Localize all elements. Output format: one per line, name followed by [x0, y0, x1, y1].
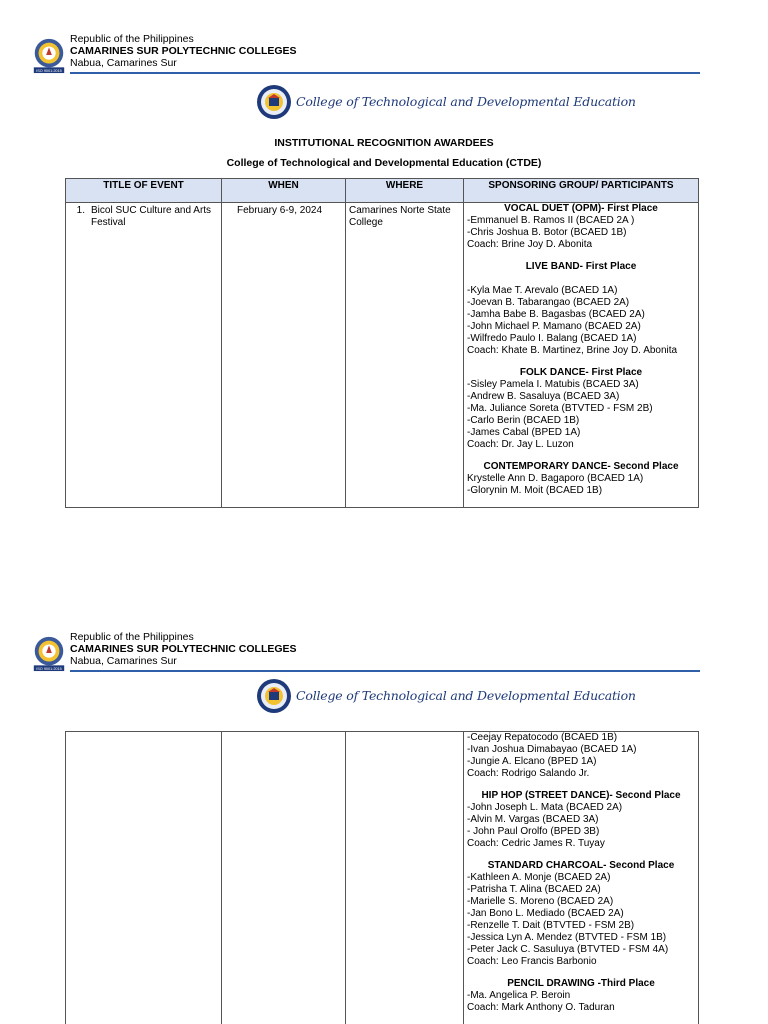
participant-line: -Renzelle T. Dait (BTVTED - FSM 2B): [467, 920, 635, 931]
header-title-of-event: TITLE OF EVENT: [66, 179, 222, 203]
participant-line: Coach: Rodrigo Salando Jr.: [467, 768, 590, 779]
participant-line: -Sisley Pamela I. Matubis (BCAED 3A): [467, 379, 639, 390]
award-group: [467, 732, 695, 780]
college-name: College of Technological and Developmental Education: [296, 94, 636, 109]
iso-badge: ISO 9001:2015: [36, 666, 62, 671]
participant-line: Coach: Leo Francis Barbonio: [467, 956, 597, 967]
college-logo-icon: [256, 84, 292, 120]
event-title: Bicol SUC Culture and Arts Festival: [91, 205, 212, 228]
college-banner: [256, 84, 636, 124]
participant-line: -John Joseph L. Mata (BCAED 2A): [467, 802, 623, 813]
republic-line: Republic of the Philippines: [70, 631, 194, 643]
header-rule: [70, 670, 700, 672]
participant-line: -Jessica Lyn A. Mendez (BTVTED - FSM 1B): [467, 932, 667, 943]
participant-line: -Marielle S. Moreno (BCAED 2A): [467, 896, 614, 907]
participant-line: Krystelle Ann D. Bagaporo (BCAED 1A): [467, 473, 644, 484]
when-cell: [222, 203, 346, 508]
table-row: [66, 732, 699, 1024]
awards-list: [467, 732, 695, 1014]
award-group: [467, 978, 695, 1014]
where-cell: [346, 203, 464, 508]
header-where: WHERE: [346, 179, 464, 203]
event-number: 1.: [76, 205, 85, 216]
institution-location: Nabua, Camarines Sur: [70, 655, 177, 667]
republic-line: Republic of the Philippines: [70, 33, 194, 45]
participant-line: -James Cabal (BPED 1A): [467, 427, 581, 438]
document-title: INSTITUTIONAL RECOGNITION AWARDEES: [274, 137, 494, 149]
header-when: WHEN: [222, 179, 346, 203]
participants-cell: [464, 732, 699, 1024]
participant-line: -Ma. Juliance Soreta (BTVTED - FSM 2B): [467, 403, 653, 414]
iso-badge: ISO 9001:2015: [36, 68, 62, 73]
participant-line: -Jamha Babe B. Bagasbas (BCAED 2A): [467, 309, 645, 320]
document-page-2: [0, 620, 768, 1024]
award-heading: LIVE BAND- First Place: [525, 261, 637, 272]
institution-seal-icon: [30, 36, 68, 74]
participant-line: -Ivan Joshua Dimabayao (BCAED 1A): [467, 744, 637, 755]
participant-line: Coach: Khate B. Martinez, Brine Joy D. Abonita: [467, 345, 678, 356]
header-participants: SPONSORING GROUP/ PARTICIPANTS: [464, 179, 699, 203]
participant-line: Coach: Brine Joy D. Abonita: [467, 239, 593, 250]
participant-line: -Emmanuel B. Ramos II (BCAED 2A ): [467, 215, 635, 226]
event-cell: [66, 203, 222, 508]
award-group: [467, 461, 695, 497]
participant-line: -Carlo Berin (BCAED 1B): [467, 415, 580, 426]
participant-line: -Jan Bono L. Mediado (BCAED 2A): [467, 908, 624, 919]
award-heading: PENCIL DRAWING -Third Place: [507, 978, 655, 989]
award-heading: CONTEMPORARY DANCE- Second Place: [483, 461, 679, 472]
participant-line: -Chris Joshua B. Botor (BCAED 1B): [467, 227, 627, 238]
awards-list: [467, 203, 695, 497]
event-cell: [66, 732, 222, 1024]
institution-name: CAMARINES SUR POLYTECHNIC COLLEGES: [70, 643, 297, 655]
institution-location: Nabua, Camarines Sur: [70, 57, 177, 69]
table-header-row: [66, 179, 699, 203]
participant-line: Coach: Dr. Jay L. Luzon: [467, 439, 574, 450]
institution-name: CAMARINES SUR POLYTECHNIC COLLEGES: [70, 45, 297, 57]
header-rule: [70, 72, 700, 74]
award-group: [467, 790, 695, 850]
institution-header: [30, 628, 700, 674]
participant-line: -Ma. Angelica P. Beroin: [467, 990, 571, 1001]
when-cell: [222, 732, 346, 1024]
where-cell: [346, 732, 464, 1024]
participant-line: -Ceejay Repatocodo (BCAED 1B): [467, 732, 618, 743]
award-group: [467, 261, 695, 357]
award-group: [467, 367, 695, 451]
participant-line: -Joevan B. Tabarangao (BCAED 2A): [467, 297, 630, 308]
participants-cell: [464, 203, 699, 508]
award-group: [467, 860, 695, 968]
award-heading: HIP HOP (STREET DANCE)- Second Place: [481, 790, 681, 801]
participant-line: -Andrew B. Sasaluya (BCAED 3A): [467, 391, 620, 402]
award-group: [467, 203, 695, 251]
participant-line: -Alvin M. Vargas (BCAED 3A): [467, 814, 599, 825]
participant-line: -Kyla Mae T. Arevalo (BCAED 1A): [467, 285, 618, 296]
participant-line: -Glorynin M. Moit (BCAED 1B): [467, 485, 603, 496]
institution-seal-icon: [30, 634, 68, 672]
event-venue: Camarines Norte State College: [349, 205, 451, 228]
document-subtitle: College of Technological and Developmental Education (CTDE): [226, 157, 542, 169]
participant-line: -Jungie A. Elcano (BPED 1A): [467, 756, 597, 767]
participant-line: Coach: Cedric James R. Tuyay: [467, 838, 605, 849]
participant-line: -Wilfredo Paulo I. Balang (BCAED 1A): [467, 333, 637, 344]
table-row: [66, 203, 699, 508]
participant-line: -Peter Jack C. Sasuluya (BTVTED - FSM 4A): [467, 944, 669, 955]
award-heading: VOCAL DUET (OPM)- First Place: [504, 203, 658, 214]
awards-table: [65, 178, 699, 508]
participant-line: Coach: Mark Anthony O. Taduran: [467, 1002, 615, 1013]
college-banner: [256, 678, 636, 718]
institution-header: [30, 30, 700, 76]
participant-line: - John Paul Orolfo (BPED 3B): [467, 826, 600, 837]
college-logo-icon: [256, 678, 292, 714]
event-date: February 6-9, 2024: [237, 205, 323, 216]
award-heading: FOLK DANCE- First Place: [519, 367, 643, 378]
participant-line: -Kathleen A. Monje (BCAED 2A): [467, 872, 611, 883]
participant-line: -John Michael P. Mamano (BCAED 2A): [467, 321, 641, 332]
participant-line: -Patrisha T. Alina (BCAED 2A): [467, 884, 601, 895]
award-heading: STANDARD CHARCOAL- Second Place: [487, 860, 675, 871]
college-name: College of Technological and Developmental Education: [296, 688, 636, 703]
awards-table-continued: [65, 731, 699, 1024]
